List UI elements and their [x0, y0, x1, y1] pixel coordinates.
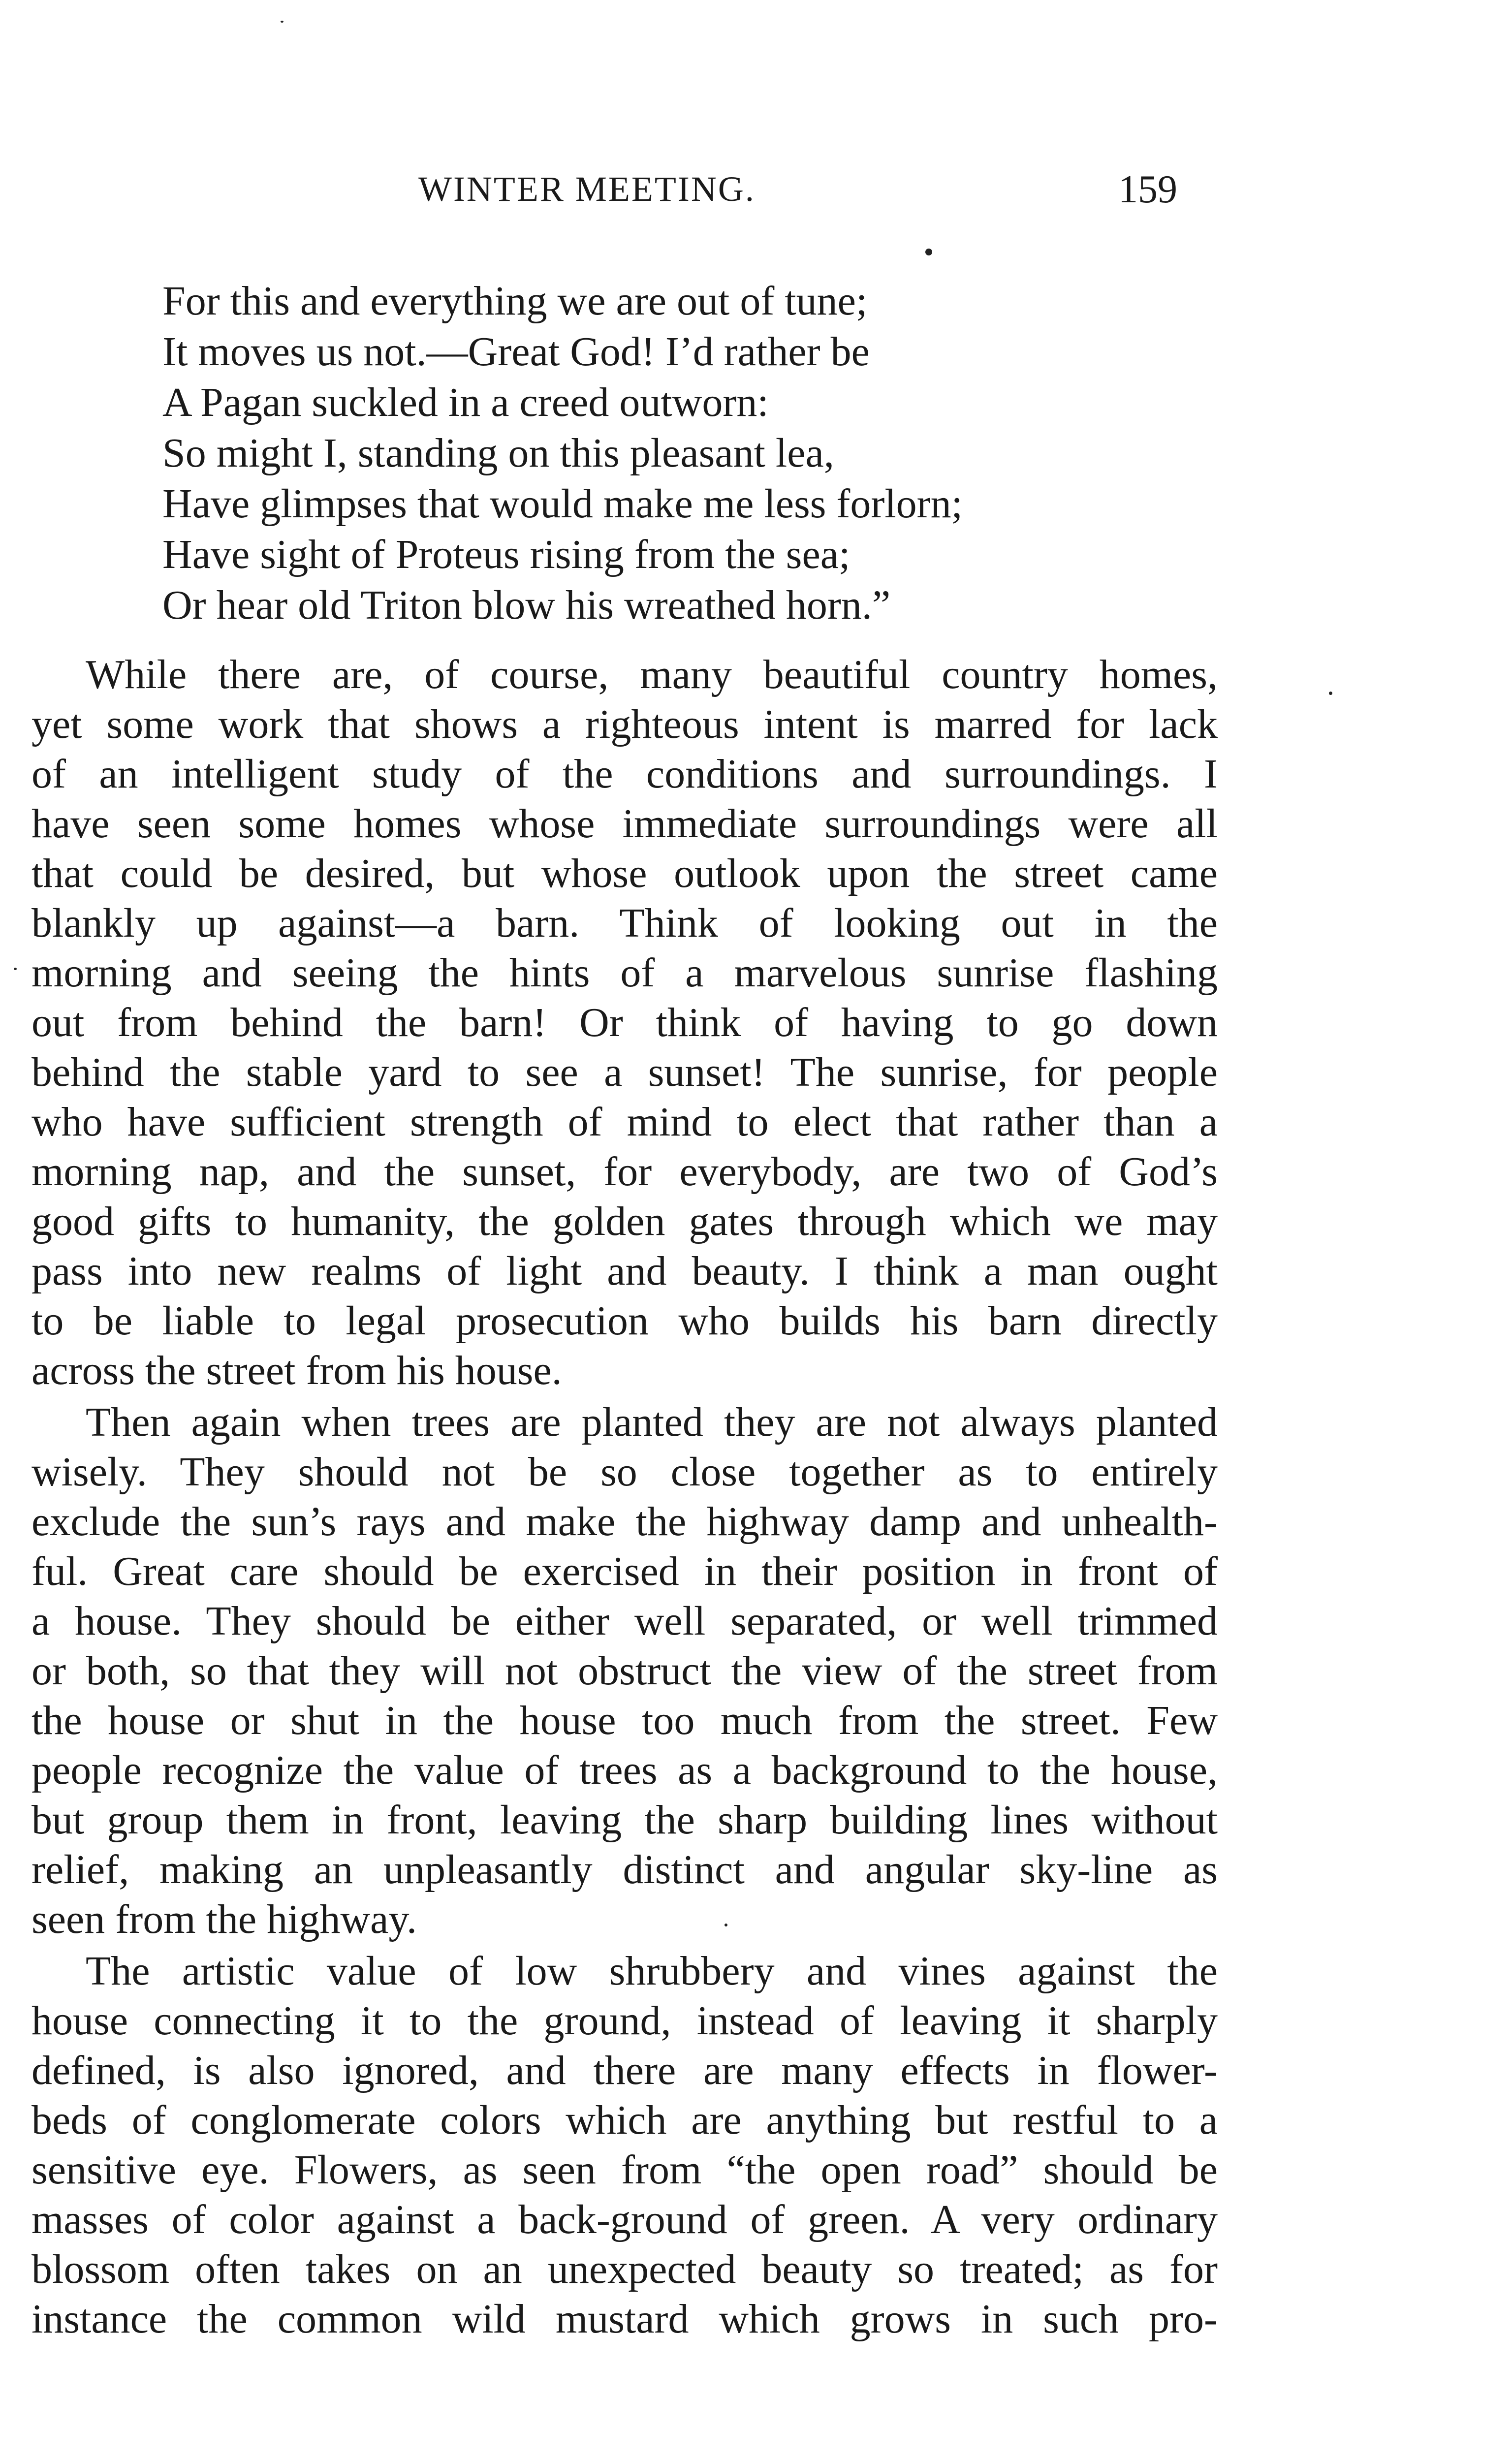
running-header: WINTER MEETING.	[418, 169, 756, 209]
text-line: masses of color against a back-ground of green. A very ordinary	[32, 2197, 1218, 2242]
scan-speck	[925, 249, 932, 255]
text-line: sensitive eye. Flowers, as seen from “the open road” should be	[32, 2147, 1218, 2193]
scan-speck	[14, 968, 17, 970]
scan-speck	[1329, 692, 1332, 695]
text-line: to be liable to legal prosecution who builds his barn directly	[32, 1298, 1218, 1344]
text-line: house connecting it to the ground, instead of leaving it sharply	[32, 1998, 1218, 2044]
text-line: yet some work that shows a righteous intent is marred for lack	[32, 701, 1218, 747]
poem-line: So might I, standing on this pleasant lea,	[162, 430, 834, 476]
text-line: seen from the highway.	[32, 1896, 417, 1942]
text-line: that could be desired, but whose outlook upon the street came	[32, 851, 1218, 896]
body-text	[32, 650, 1218, 2344]
text-line: relief, making an unpleasantly distinct and angular sky-line as	[32, 1847, 1218, 1893]
text-line: behind the stable yard to see a sunset! The sunrise, for people	[32, 1049, 1218, 1095]
text-line: across the street from his house.	[32, 1348, 562, 1393]
text-line: the house or shut in the house too much from the street. Few	[32, 1698, 1218, 1743]
text-line: While there are, of course, many beautiful country homes,	[86, 652, 1218, 697]
text-line: Then again when trees are planted they are not always planted	[86, 1399, 1218, 1445]
page-number: 159	[1118, 168, 1177, 211]
poem-line: For this and everything we are out of tune;	[162, 278, 868, 324]
scan-speck	[724, 1924, 727, 1926]
text-line: out from behind the barn! Or think of having to go down	[32, 1000, 1218, 1045]
paragraph-country-homes	[32, 650, 1218, 1395]
poem-line: It moves us not.—Great God! I’d rather be	[162, 329, 870, 375]
text-line: exclude the sun’s rays and make the highway damp and unhealth-	[32, 1499, 1218, 1545]
poem-line: Have sight of Proteus rising from the sea;	[162, 532, 850, 577]
text-line: ful. Great care should be exercised in their position in front of	[32, 1548, 1218, 1594]
text-line: pass into new realms of light and beauty. I think a man ought	[32, 1248, 1218, 1294]
paragraph-shrubbery	[32, 1946, 1218, 2344]
text-line: people recognize the value of trees as a background to the house,	[32, 1747, 1218, 1793]
text-line: defined, is also ignored, and there are many effects in flower-	[32, 2048, 1218, 2093]
text-line: morning and seeing the hints of a marvelous sunrise flashing	[32, 950, 1218, 996]
poem-line: Have glimpses that would make me less forlorn;	[162, 481, 963, 527]
scan-speck	[281, 21, 284, 23]
text-line: blossom often takes on an unexpected beauty so treated; as for	[32, 2246, 1218, 2292]
text-line: who have sufficient strength of mind to elect that rather than a	[32, 1099, 1218, 1145]
text-line: wisely. They should not be so close together as to entirely	[32, 1449, 1218, 1495]
poem-line: A Pagan suckled in a creed outworn:	[162, 379, 769, 425]
text-line: The artistic value of low shrubbery and vines against the	[86, 1948, 1218, 1994]
text-line: good gifts to humanity, the golden gates through which we may	[32, 1199, 1218, 1244]
poem-quotation	[162, 276, 1245, 631]
text-line: blankly up against—a barn. Think of looking out in the	[32, 900, 1218, 946]
paragraph-trees	[32, 1397, 1218, 1944]
text-line: a house. They should be either well separated, or well trimmed	[32, 1598, 1218, 1644]
text-line: have seen some homes whose immediate surroundings were all	[32, 801, 1218, 847]
poem-line: Or hear old Triton blow his wreathed horn.”	[162, 582, 891, 628]
text-line: morning nap, and the sunset, for everybody, are two of God’s	[32, 1149, 1218, 1195]
text-line: instance the common wild mustard which grows in such pro-	[32, 2296, 1218, 2342]
text-line: or both, so that they will not obstruct the view of the street from	[32, 1648, 1218, 1694]
text-line: but group them in front, leaving the sharp building lines without	[32, 1797, 1218, 1843]
text-line: of an intelligent study of the conditions and surroundings. I	[32, 751, 1218, 797]
text-line: beds of conglomerate colors which are anything but restful to a	[32, 2097, 1218, 2143]
